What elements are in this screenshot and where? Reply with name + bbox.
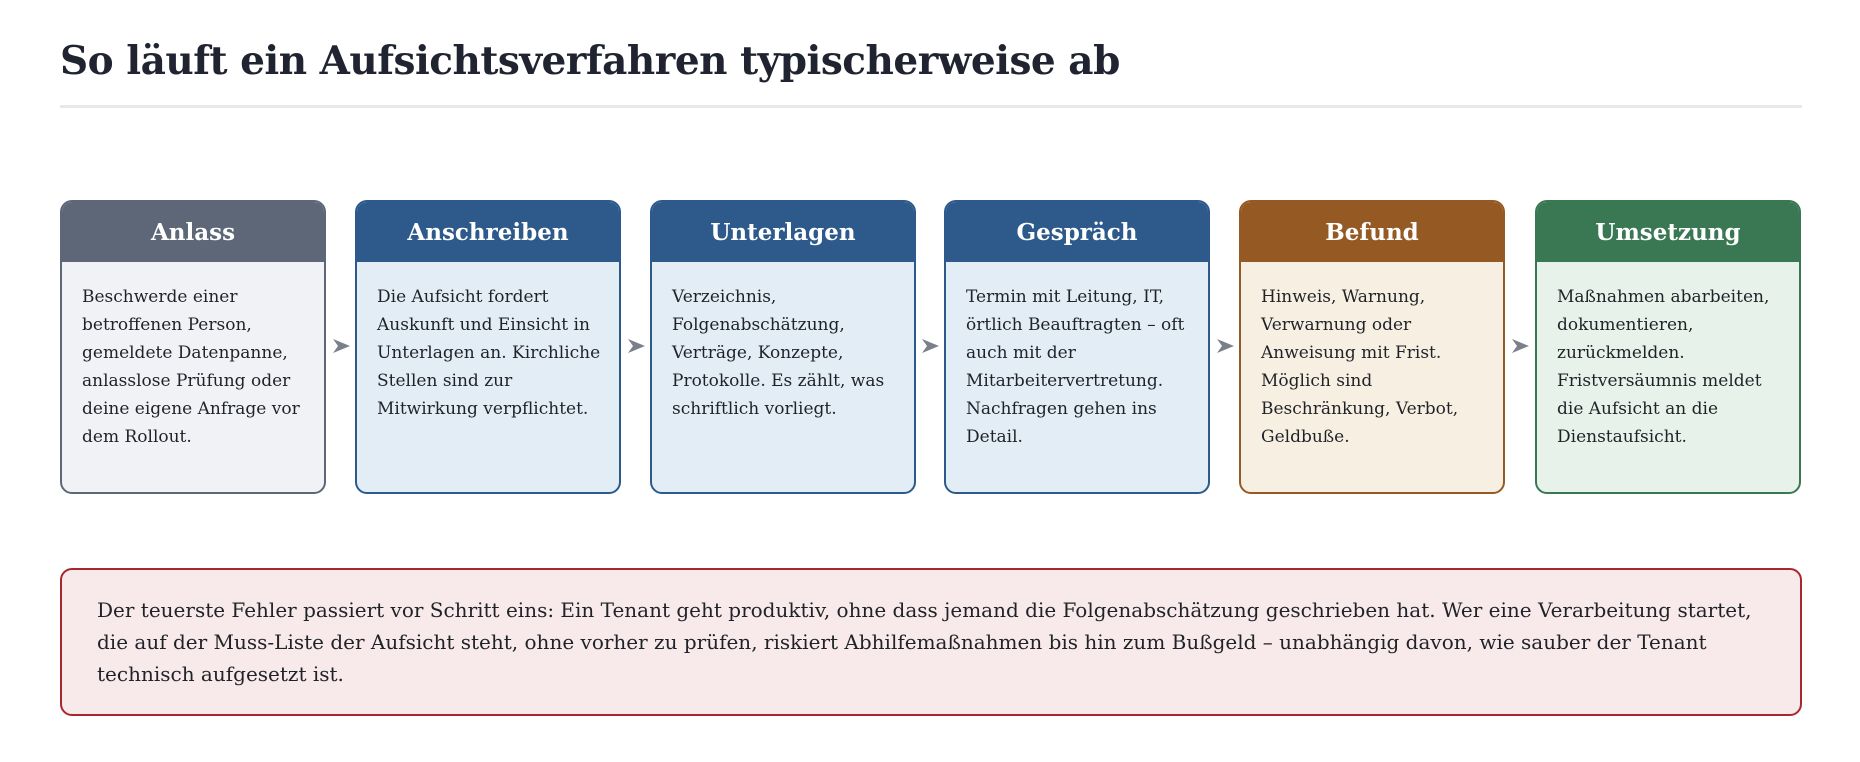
page-title: So läuft ein Aufsichtsverfahren typischerweise ab xyxy=(60,38,1120,84)
step-anschreiben xyxy=(355,200,621,494)
step-text: Maßnahmen abarbeiten, dokumentieren, zurückmelden. Fristversäumnis meldet die Aufsicht an die Dienstaufsicht. xyxy=(1557,287,1770,447)
step-text: Beschwerde einer betroffenen Person, gemeldete Datenpanne, anlasslose Prüfung oder deine eigene Anfrage vor dem Rollout. xyxy=(82,287,300,447)
step-anlass xyxy=(60,200,326,494)
step-gespraech xyxy=(944,200,1210,494)
arrow-right-icon xyxy=(1510,336,1530,356)
title-divider xyxy=(60,105,1802,108)
arrow-right-icon xyxy=(331,336,351,356)
step-befund xyxy=(1239,200,1505,494)
arrow-right-icon xyxy=(1215,336,1235,356)
warning-callout: Der teuerste Fehler passiert vor Schritt eins: Ein Tenant geht produktiv, ohne dass jemand die Folgenabschätzung geschrieben hat. Wer eine Verarbeitung startet, die auf der Muss-Liste der Aufsicht steht, ohne vorher zu prüfen, riskiert Abhilfemaßnahmen bis hin zum Bußgeld – unabhängig davon, wie sauber der Tenant technisch aufgesetzt ist. xyxy=(60,568,1802,716)
step-heading: Unterlagen xyxy=(652,202,914,262)
step-heading: Befund xyxy=(1241,202,1503,262)
step-heading: Anlass xyxy=(62,202,324,262)
step-heading: Umsetzung xyxy=(1537,202,1799,262)
arrow-right-icon xyxy=(920,336,940,356)
step-umsetzung xyxy=(1535,200,1801,494)
step-heading: Gespräch xyxy=(946,202,1208,262)
step-text: Hinweis, Warnung, Verwarnung oder Anweisung mit Frist. Möglich sind Beschränkung, Verbot, Geldbuße. xyxy=(1261,287,1459,447)
step-text: Die Aufsicht fordert Auskunft und Einsicht in Unterlagen an. Kirchliche Stellen sind zur Mitwirkung verpflichtet. xyxy=(377,287,601,419)
arrow-right-icon xyxy=(626,336,646,356)
step-unterlagen xyxy=(650,200,916,494)
step-text: Termin mit Leitung, IT, örtlich Beauftragten – oft auch mit der Mitarbeitervertretung. Nachfragen gehen ins Detail. xyxy=(966,287,1185,447)
step-heading: Anschreiben xyxy=(357,202,619,262)
step-text: Verzeichnis, Folgenabschätzung, Verträge, Konzepte, Protokolle. Es zählt, was schriftlich vorliegt. xyxy=(672,287,885,419)
